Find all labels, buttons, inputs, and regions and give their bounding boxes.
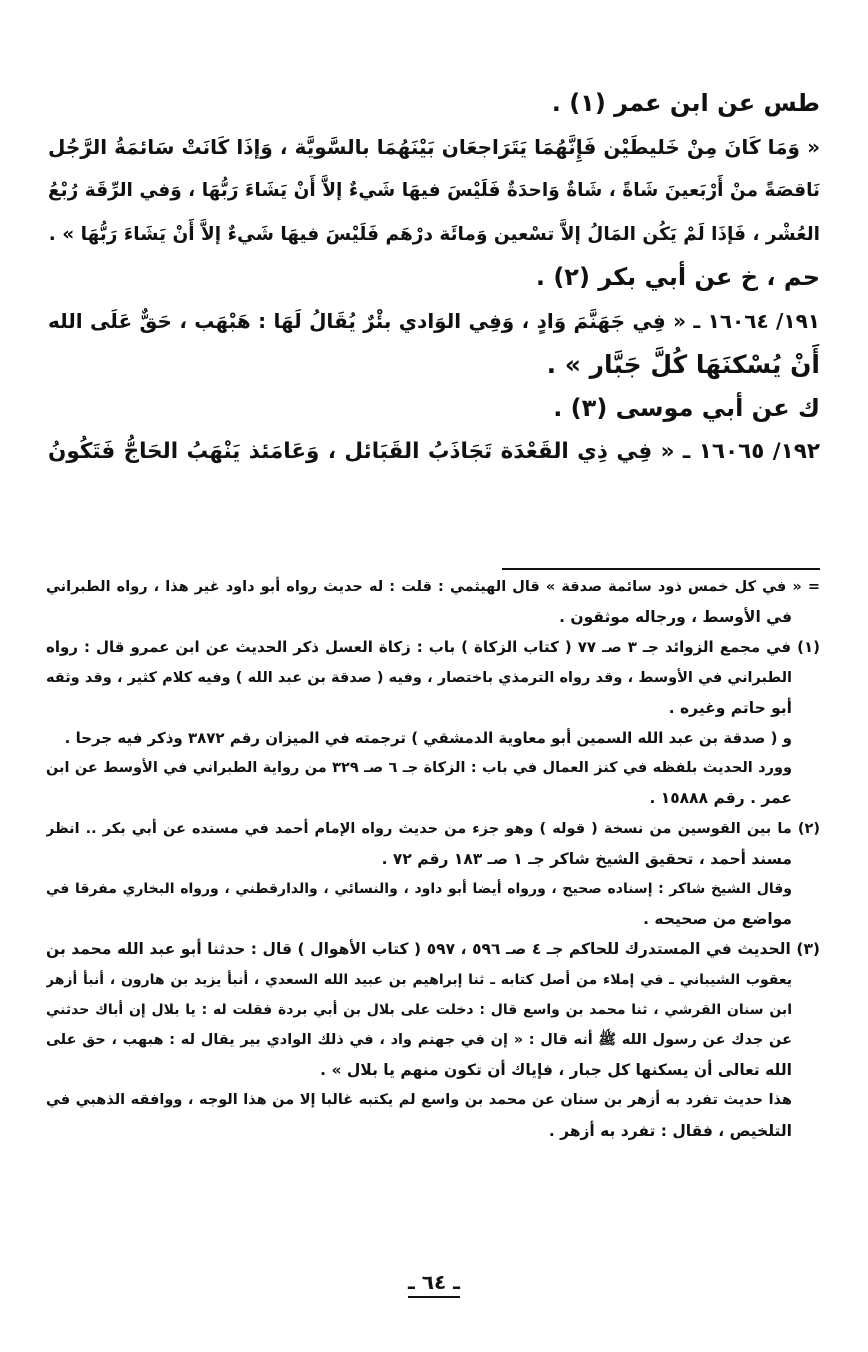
main-line: ١٩١/ ١٦٠٦٤ ـ « فِي جَهَنَّمَ وَادٍ ، وَفِي الوَادي بئْرٌ يُقَالُ لَهَا : هَبْهَب ، حَقٌّ عَلَى الله [48, 308, 820, 333]
footnote-line: عمر . رقم ١٥٨٨٨ . [649, 789, 792, 808]
footnote-separator [502, 568, 820, 570]
main-line: أَنْ يُسْكنَهَا كُلَّ جَبَّار » . [546, 350, 820, 379]
footnote-line: التلخيص ، فقال : تفرد به أزهر . [548, 1121, 792, 1140]
main-text-block [48, 82, 820, 474]
footnote-line: و ( صدقة بن عبد الله السمين أبو معاوية الدمشقي ) ترجمته في الميزان رقم ٣٨٧٢ وذكر فيه جرحا . [64, 729, 792, 748]
main-line: نَاقصَةً منْ أَرْبَعينَ شَاةً ، شَاةٌ وَاحدَةٌ فَلَيْسَ فيهَا شَيءٌ إلاَّ أَنْ يَشَاءَ رَبُّهَا ، وَفي الرِّقَة رُبْعُ [48, 180, 820, 201]
main-line: ١٩٢/ ١٦٠٦٥ ـ « فِي ذِي القَعْدَة تَجَاذَبُ القَبَائل ، وَعَامَئذ يَنْهَبُ الحَاجُّ فَتَكُونُ [48, 439, 820, 464]
footnote-line: الله تعالى أن يسكنها كل جبار ، فإياك أن تكون منهم يا بلال » . [320, 1061, 792, 1080]
footnote-line: مسند أحمد ، تحقيق الشيخ شاكر جـ ١ صـ ١٨٣ رقم ٧٢ . [381, 849, 792, 868]
main-line: العُشْر ، فَإذَا لَمْ يَكُن المَالُ إلاَّ تسْعين وَمائَة درْهَم فَلَيْسَ فيهَا شَيءٌ إلاَّ أَنْ يَشَاءَ رَبُّهَا » . [48, 223, 820, 245]
footnote-line: وورد الحديث بلفظه في كنز العمال في باب : الزكاة جـ ٦ صـ ٣٢٩ من رواية الطبراني في الأوسط عن ابن [46, 760, 792, 777]
footnotes-block [46, 572, 820, 1146]
footnote-line: في الأوسط ، ورجاله موثقون . [559, 608, 792, 627]
page-number-container [0, 1270, 868, 1298]
footnote-line: وقال الشيخ شاكر : إسناده صحيح ، ورواه أيضا أبو داود ، والنسائي ، والدارقطني ، ورواه البخاري مفرقا في [46, 881, 792, 898]
footnote-line: (١) في مجمع الزوائد جـ ٣ صـ ٧٧ ( كتاب الزكاة ) باب : زكاة العسل ذكر الحديث عن ابن عمرو قال : رواه [46, 638, 820, 657]
footnote-line: أبو حاتم وغيره . [668, 698, 792, 717]
footnote-line: (٣) الحديث في المستدرك للحاكم جـ ٤ صـ ٥٩٦ ، ٥٩٧ ( كتاب الأهوال ) قال : حدثنا أبو عبد الله محمد بن [46, 940, 820, 959]
main-line: « وَمَا كَانَ مِنْ خَليطَيْن فَإِنَّهُمَا يَتَرَاجعَان بَيْنَهُمَا بالسَّويَّة ، وَإذَا كَانَتْ سَائمَةُ الرَّجُل [48, 134, 820, 159]
page-number: ـ ٦٤ ـ [408, 1270, 460, 1298]
footnote-line: الطبراني في الأوسط ، وقد رواه الترمذي باختصار ، وفيه ( صدقة بن عبد الله ) وفيه كلام كثير ، وقد وثقه [46, 669, 792, 686]
footnote-line: مواضع من صحيحه . [643, 910, 792, 929]
footnote-line: ابن سنان القرشي ، ثنا محمد بن واسع قال : دخلت على بلال بن أبي بردة فقلت له : يا بلال إن أباك حدثني [46, 1001, 792, 1018]
main-line: طس عن ابن عمر (١) . [551, 89, 820, 117]
footnote-line: (٢) ما بين القوسين من نسخة ( قوله ) وهو جزء من حديث رواه الإمام أحمد في مسنده عن أبي بكر .. انظر [46, 820, 820, 837]
footnote-line: يعقوب الشيباني ـ في إملاء من أصل كتابه ـ ثنا إبراهيم بن عبيد الله السعدي ، أنبأ يزيد بن هارون ، أنبأ أزهر [46, 971, 792, 988]
main-line: ك عن أبي موسى (٣) . [553, 393, 820, 422]
footnote-line: عن جدك عن رسول الله ﷺ أنه قال : « إن في جهنم واد ، في ذلك الوادي بير يقال له : هبهب ، حق على [46, 1032, 792, 1049]
footnote-line: هذا حديث تفرد به أزهر بن سنان عن محمد بن واسع لم يكتبه غالبا إلا من هذا الوجه ، ووافقه الذهبي في [46, 1092, 792, 1109]
footnote-line: = « في كل خمس ذود سائمة صدقة » قال الهيثمي : قلت : له حديث رواه أبو داود غير هذا ، رواه الطبراني [46, 579, 820, 595]
main-line: حم ، خ عن أبي بكر (٢) . [535, 263, 820, 291]
